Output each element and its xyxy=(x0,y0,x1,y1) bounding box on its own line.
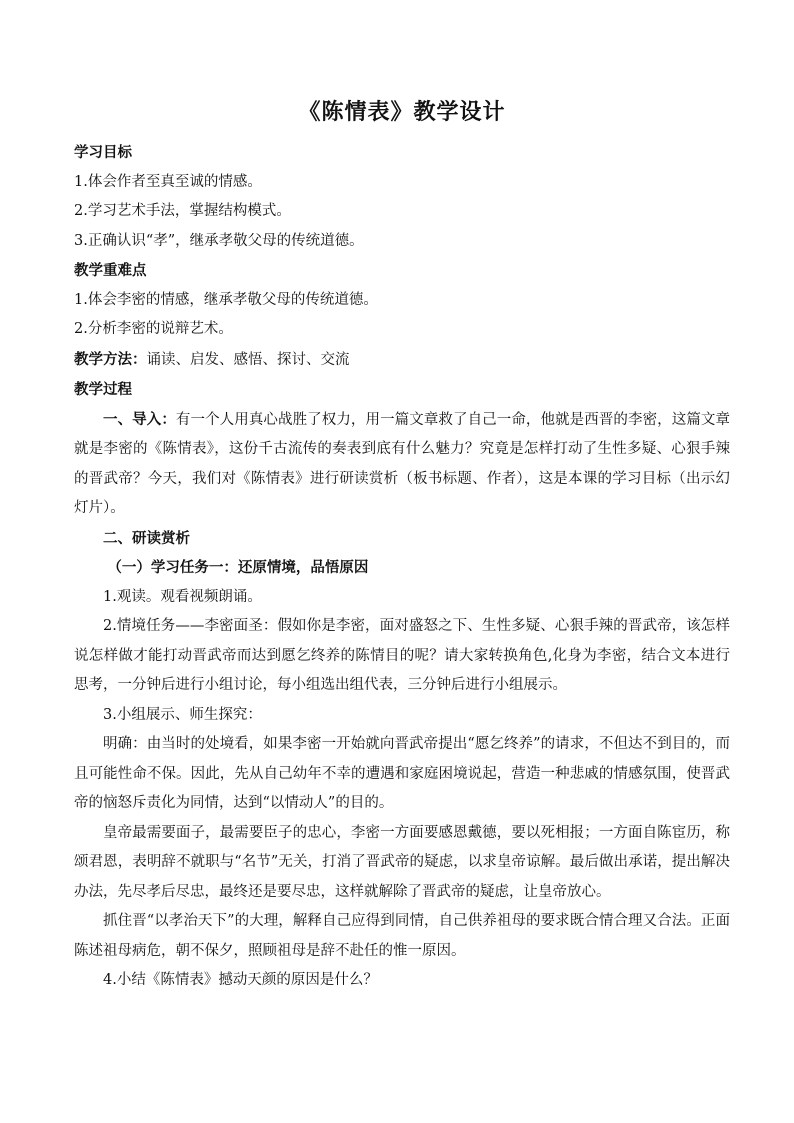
section2-heading: 二、研读赏析 xyxy=(103,529,190,547)
step-2: 2.情境任务——李密面圣：假如你是李密，面对盛怒之下、生性多疑、心狠手辣的晋武帝，该怎样说怎样做才能打动晋武帝而达到愿乞终养的陈情目的呢？请大家转换角色,化身为李密，结合文本进行思考，一分钟后进行小组讨论，每小组选出组代表，三分钟后进行小组展示。 xyxy=(74,618,730,693)
objective-item-1: 1.体会作者至真至诚的情感。 xyxy=(74,173,262,190)
clarify-paragraph-3: 抓住晋“以孝治天下”的大理，解释自己应得到同情，自己供养祖母的要求既合情合理又合法。正面陈述祖母病危，朝不保夕，照顾祖母是辞不赴任的惟一原因。 xyxy=(74,913,730,959)
intro-label: 一、导入： xyxy=(103,410,176,428)
objective-item-2: 2.学习艺术手法，掌握结构模式。 xyxy=(74,203,291,219)
methods-label: 教学方法： xyxy=(74,350,147,368)
methods-line xyxy=(74,345,730,376)
intro-text: 有一个人用真心战胜了权力，用一篇文章救了自己一命，他就是西晋的李密，这篇文章就是李密的《陈情表》，这份千古流传的奏表到底有什么魅力？究竟是怎样打动了生性多疑、心狠手辣的晋武帝？今天，我们对《陈情表》进行研读赏析（板书标题、作者），这是本课的学习目标（出示幻灯片）。 xyxy=(74,411,731,516)
step-3: 3.小组展示、师生探究： xyxy=(103,706,262,723)
key-point-item-2: 2.分析李密的说辩艺术。 xyxy=(74,321,233,337)
step-1: 1.观读。观看视频朗诵。 xyxy=(103,588,262,605)
objectives-heading: 学习目标 xyxy=(74,144,132,161)
key-point-item-1: 1.体会李密的情感，继承孝敬父母的传统道德。 xyxy=(74,291,378,308)
methods-text: 诵读、启发、感悟、探讨、交流 xyxy=(146,351,350,368)
document-page xyxy=(74,96,730,996)
key-points-heading: 教学重难点 xyxy=(74,262,147,279)
step-4: 4.小结《陈情表》撼动天颜的原因是什么？ xyxy=(103,972,378,988)
objective-item-3: 3.正确认识“孝”，继承孝敬父母的传统道德。 xyxy=(74,232,364,249)
task1-heading: （一）学习任务一：还原情境，品悟原因 xyxy=(107,559,369,576)
clarify-paragraph-1: 明确：由当时的处境看，如果李密一开始就向晋武帝提出“愿乞终养”的请求，不但达不到目的，而且可能性命不保。因此，先从自己幼年不幸的遭遇和家庭困境说起，营造一种悲戚的情感氛围，使晋武帝的恼怒斥责化为同情，达到“以情动人”的目的。 xyxy=(74,736,730,811)
clarify-paragraph-2: 皇帝最需要面子，最需要臣子的忠心，李密一方面要感恩戴德，要以死相报；一方面自陈宦历，称颂君恩，表明辞不就职与“名节”无关，打消了晋武帝的疑虑，以求皇帝谅解。最后做出承诺，提出解决办法，先尽孝后尽忠，最终还是要尽忠，这样就解除了晋武帝的疑虑，让皇帝放心。 xyxy=(74,824,730,900)
document-title: 《陈情表》教学设计 xyxy=(298,99,506,125)
process-heading: 教学过程 xyxy=(74,381,132,398)
intro-paragraph xyxy=(74,405,730,524)
